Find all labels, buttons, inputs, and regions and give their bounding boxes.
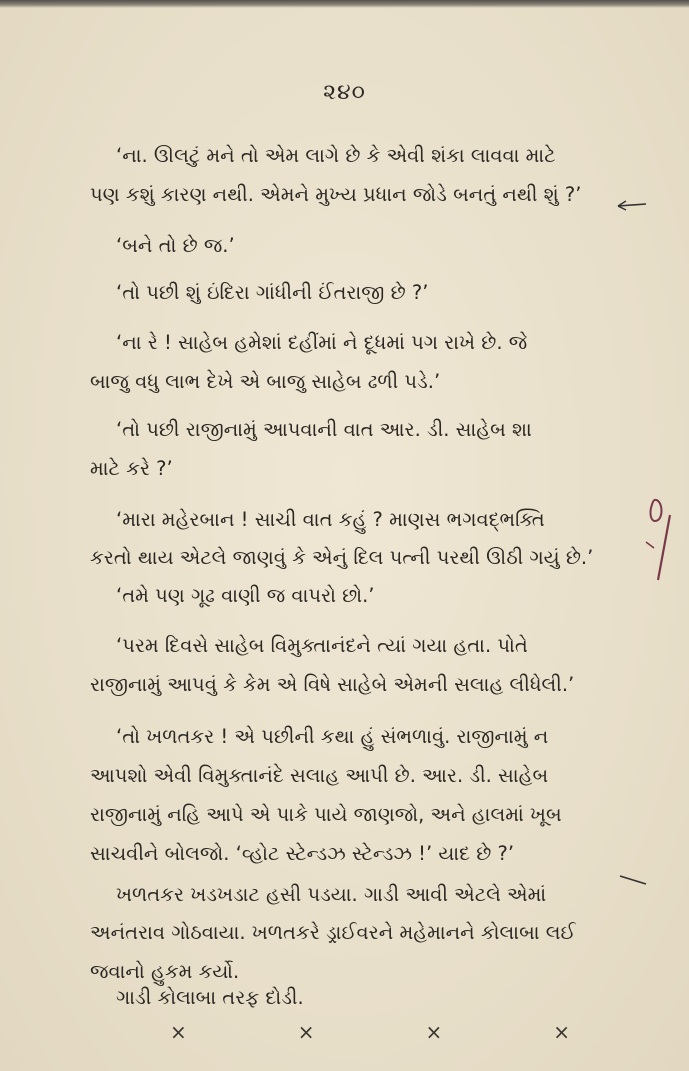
text-line: સાચવીને બોલજો. ‘વ્હોટ સ્ટેન્ડઝ સ્ટેન્ડઝ !’ યાદ છે ?’ (90, 842, 515, 865)
paragraph-7 (116, 576, 375, 615)
paragraph-11-text (116, 978, 304, 1017)
paragraph-8 (116, 626, 528, 665)
text-line: ખળતકર ખડખડાટ હસી પડયા. ગાડી આવી એટલે એમાં (116, 883, 547, 906)
paragraph-1 (116, 136, 556, 175)
text-line: જવાનો હુકમ કર્યો. (90, 960, 240, 983)
paragraph-5-cont (90, 449, 173, 488)
text-line: ‘તમે પણ ગૂઢ વાણી જ વાપરો છો.’ (116, 584, 375, 607)
text-line: કરતો થાય એટલે જાણવું કે એનું દિલ પત્ની પરથી ઊઠી ગયું છે.’ (90, 546, 594, 569)
paragraph-3 (116, 273, 428, 312)
paragraph-5 (116, 410, 532, 449)
paragraph-4-cont (90, 362, 440, 401)
paragraph-10-cont (90, 913, 576, 952)
text-line: ગાડી કોલાબા તરફ દોડી. (116, 986, 304, 1009)
paragraph-8-cont (90, 665, 574, 704)
paragraph-4 (116, 323, 527, 362)
separator-mark: × (297, 1020, 315, 1044)
text-line: માટે કરે ?’ (90, 457, 173, 480)
text-line: આપશો એવી વિમુક્તાનંદે સલાહ આપી છે. આર. ડી. સાહેબ (90, 764, 549, 787)
paragraph-9-cont (90, 795, 562, 834)
text-line: ‘ના રે ! સાહેબ હમેશાં દહીંમાં ને દૂધમાં પગ રાખે છે. જે (116, 331, 528, 354)
text-line: ‘પરમ દિવસે સાહેબ વિમુક્તાનંદને ત્યાં ગયા હતા. પોતે (116, 634, 528, 657)
section-separator (170, 1020, 570, 1044)
text-line: ‘તો પછી રાજીનામું આપવાની વાત આર. ડી. સાહેબ શા (116, 418, 532, 441)
paragraph-10 (116, 875, 546, 914)
margin-bracket-mark (640, 480, 680, 590)
text-line: રાજીનામું આપવું કે કેમ એ વિષે સાહેબે એમની સલાહ લીધેલી.’ (90, 673, 575, 696)
paragraph-6 (116, 500, 545, 539)
text-line: બાજુ વધુ લાભ દેખે એ બાજુ સાહેબ ઢળી પડે.’ (90, 370, 441, 393)
paragraph-1-cont (90, 175, 581, 214)
paragraph-9 (116, 717, 548, 756)
separator-mark: × (553, 1020, 570, 1044)
text-line: પણ કશું કારણ નથી. એમને મુખ્ય પ્રધાન જોડે બનતું નથી શું ?’ (90, 183, 582, 206)
paragraph-2 (116, 226, 235, 265)
text-line: ‘મારા મહેરબાન ! સાચી વાત કહું ? માણસ ભગવદ્ભક્તિ (116, 508, 545, 531)
separator-mark: × (425, 1020, 443, 1044)
paragraph-6-cont (90, 538, 593, 577)
text-line: ‘તો ખળતકર ! એ પછીની કથા હું સંભળાવું. રાજીનામું ન (116, 725, 549, 748)
page-number: ૨૪૦ (323, 80, 366, 105)
text-line: અનંતરાવ ગોઠવાયા. ખળતકરે ડ્રાઈવરને મહેમાનને કોલાબા લઈ (90, 921, 576, 944)
separator-mark: × (170, 1020, 187, 1044)
text-line: ‘તો પછી શું ઇંદિરા ગાંધીની ઈંતરાજી છે ?’ (116, 281, 429, 304)
text-line: ‘બને તો છે જ.’ (116, 234, 235, 257)
margin-arrow-mark (616, 870, 650, 890)
page-top-edge (0, 0, 689, 8)
text-line: ‘ના. ઊલટું મને તો એમ લાગે છે કે એવી શંકા લાવવા માટે (116, 144, 556, 167)
paragraph-9-cont (90, 834, 514, 873)
text-line: રાજીનામું નહિ આપે એ પાકે પાયે જાણજો, અને હાલમાં ખૂબ (90, 803, 562, 826)
paragraph-9-cont (90, 756, 548, 795)
margin-arrow-mark (616, 196, 650, 216)
